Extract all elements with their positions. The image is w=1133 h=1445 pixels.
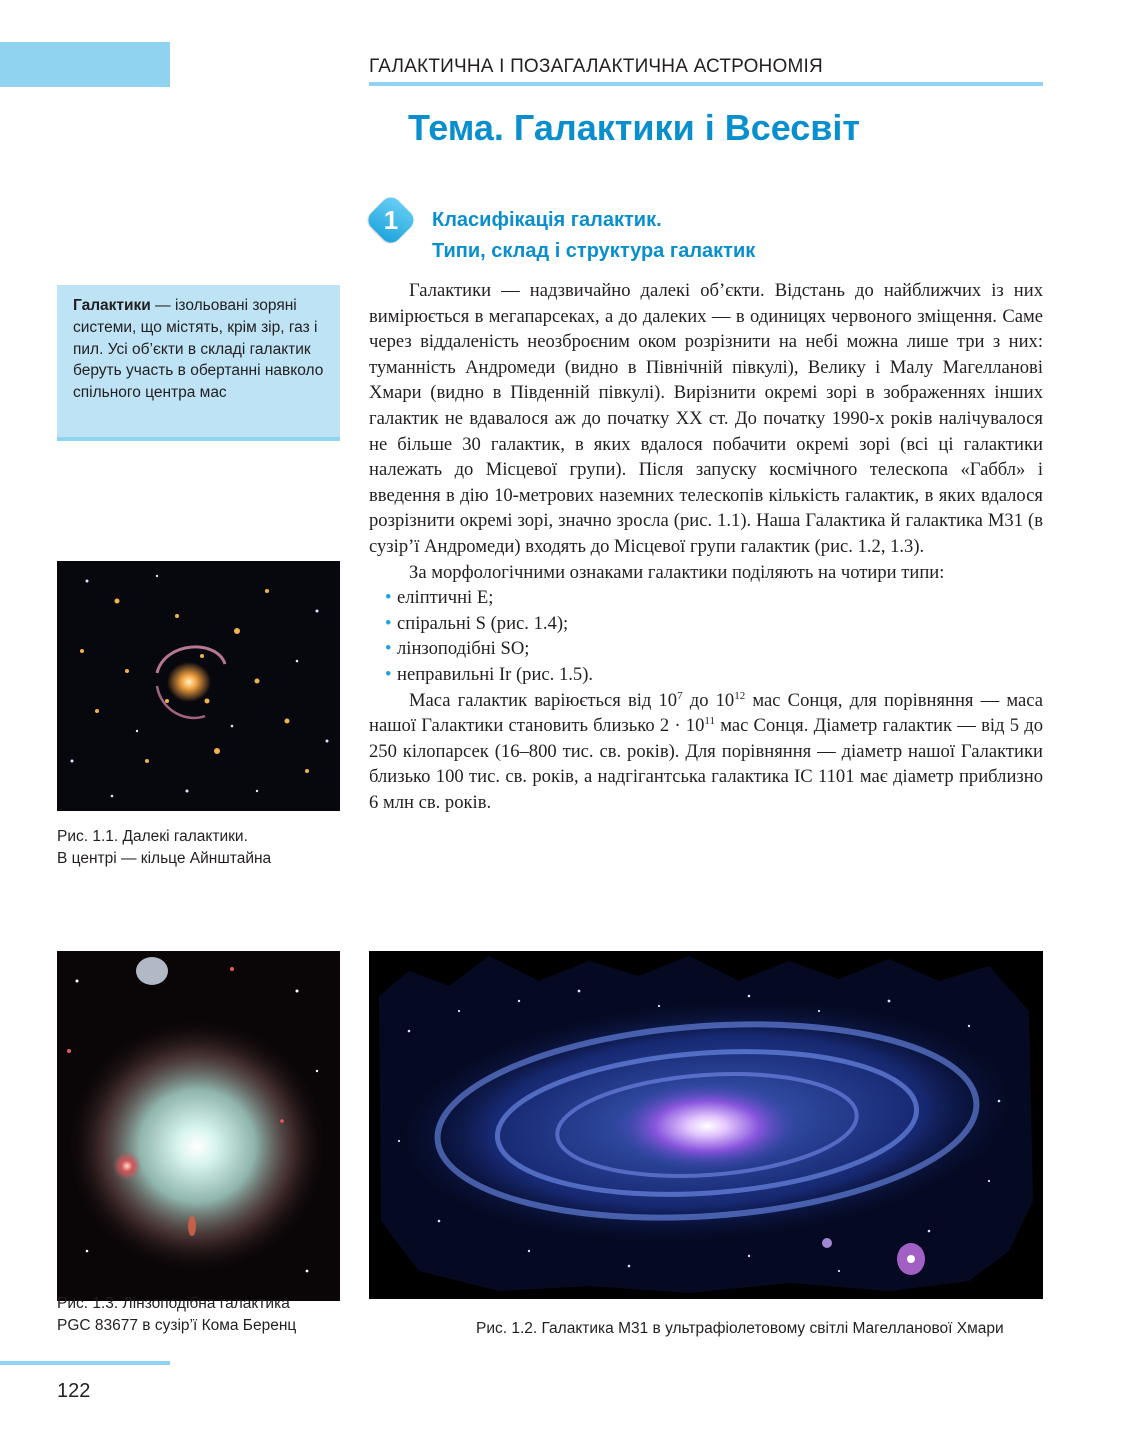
list-item: • спіральні S (рис. 1.4); [397, 611, 1043, 637]
definition-box [57, 285, 340, 440]
distant-galaxies-illustration [57, 561, 340, 811]
paragraph-1: Галактики — надзвичайно далекі об’єкти. Відстань до найближчих із них вимірюється в мегапарсеках, а до далеких — в одиницях червоного зміщення. Саме через віддаленість неозброєним оком розрізнити на небі можна лише три з них: туманність Андромеди (видно в Північній півкулі), Велику і Малу Магелланові Хмари (видно в Південній півкулі). Вирізнити окремі зорі в зображеннях інших галактик не вдавалося аж до початку XX ст. До початку 1990-х років налічувалося не більше 30 галактик, в яких вдалося побачити окремі зорі (всі ці галактики належать до Місцевої групи). Після запуску космічного телескопа «Габбл» і введення в дію 10-метрових наземних телескопів кількість галактик, в яких вдалося розрізнити окремі зорі, значно зросла (рис. 1.1). Наша Галактика й галактика М31 (в сузір’ї Андромеди) входять до Місцевої групи галактик (рис. 1.2, 1.3). [369, 280, 1043, 557]
list-item: • неправильні Ir (рис. 1.5). [397, 662, 1043, 688]
page-number: 122 [57, 1380, 91, 1402]
figure-1-2-image [369, 951, 1043, 1299]
list-item: • еліптичні E; [397, 585, 1043, 611]
figure-1-1-caption: Рис. 1.1. Далекі галактики. В центрі — кільце Айнштайна [57, 828, 272, 867]
figure-1-3-image [57, 951, 340, 1301]
footer-rule [0, 1361, 170, 1365]
definition-text: — ізольовані зоряні системи, що містять, крім зір, газ і пил. Усі об’єкти в складі галактик беруть участь в обертанні навколо спільного центра мас [73, 297, 324, 402]
running-title: ГАЛАКТИЧНА І ПОЗАГАЛАКТИЧНА АСТРОНОМІЯ [369, 56, 823, 77]
m31-galaxy-illustration [369, 951, 1043, 1299]
section-number: 1 [383, 205, 399, 235]
figure-1-3-caption: Рис. 1.3. Лінзоподібна галактика PGC 83677 в сузір’ї Кома Беренц [57, 1295, 297, 1334]
header-rule [369, 82, 1043, 86]
topic-title: Тема. Галактики і Всесвіт [408, 107, 861, 148]
definition-term: Галактики [73, 297, 151, 314]
body-text [369, 278, 1043, 815]
figure-1-2-caption: Рис. 1.2. Галактика М31 в ультрафіолетовому світлі Магелланової Хмари [476, 1320, 1004, 1337]
section-title-line1: Класифікація галактик. [432, 209, 662, 231]
definition-box-rule [57, 437, 340, 441]
galaxy-types-list [369, 585, 1043, 687]
header-tab-block [0, 42, 170, 87]
list-item: • лінзоподібні SO; [397, 636, 1043, 662]
lenticular-galaxy-illustration [57, 951, 340, 1301]
paragraph-3: Маса галактик варіюється від $10^7$ до $10^{12}$ мас Сонця, для порівняння — маса нашої Галактики становить близько $2 \cdot 10^{11}$ мас Сонця. Діаметр галактик — від 5 до 250 кілопарсек (16–800 тис. св. років). Для порівняння — діаметр нашої Галактики близько 100 тис. св. років, а надгігантська галактика IC 1101 має діаметр приблизно 6 млн св. років. [369, 689, 1043, 813]
section-title [432, 205, 755, 267]
figure-1-1-image [57, 561, 340, 811]
section-title-line2: Типи, склад і структура галактик [432, 240, 756, 262]
paragraph-2: За морфологічними ознаками галактики поділяють на чотири типи: [409, 561, 945, 583]
